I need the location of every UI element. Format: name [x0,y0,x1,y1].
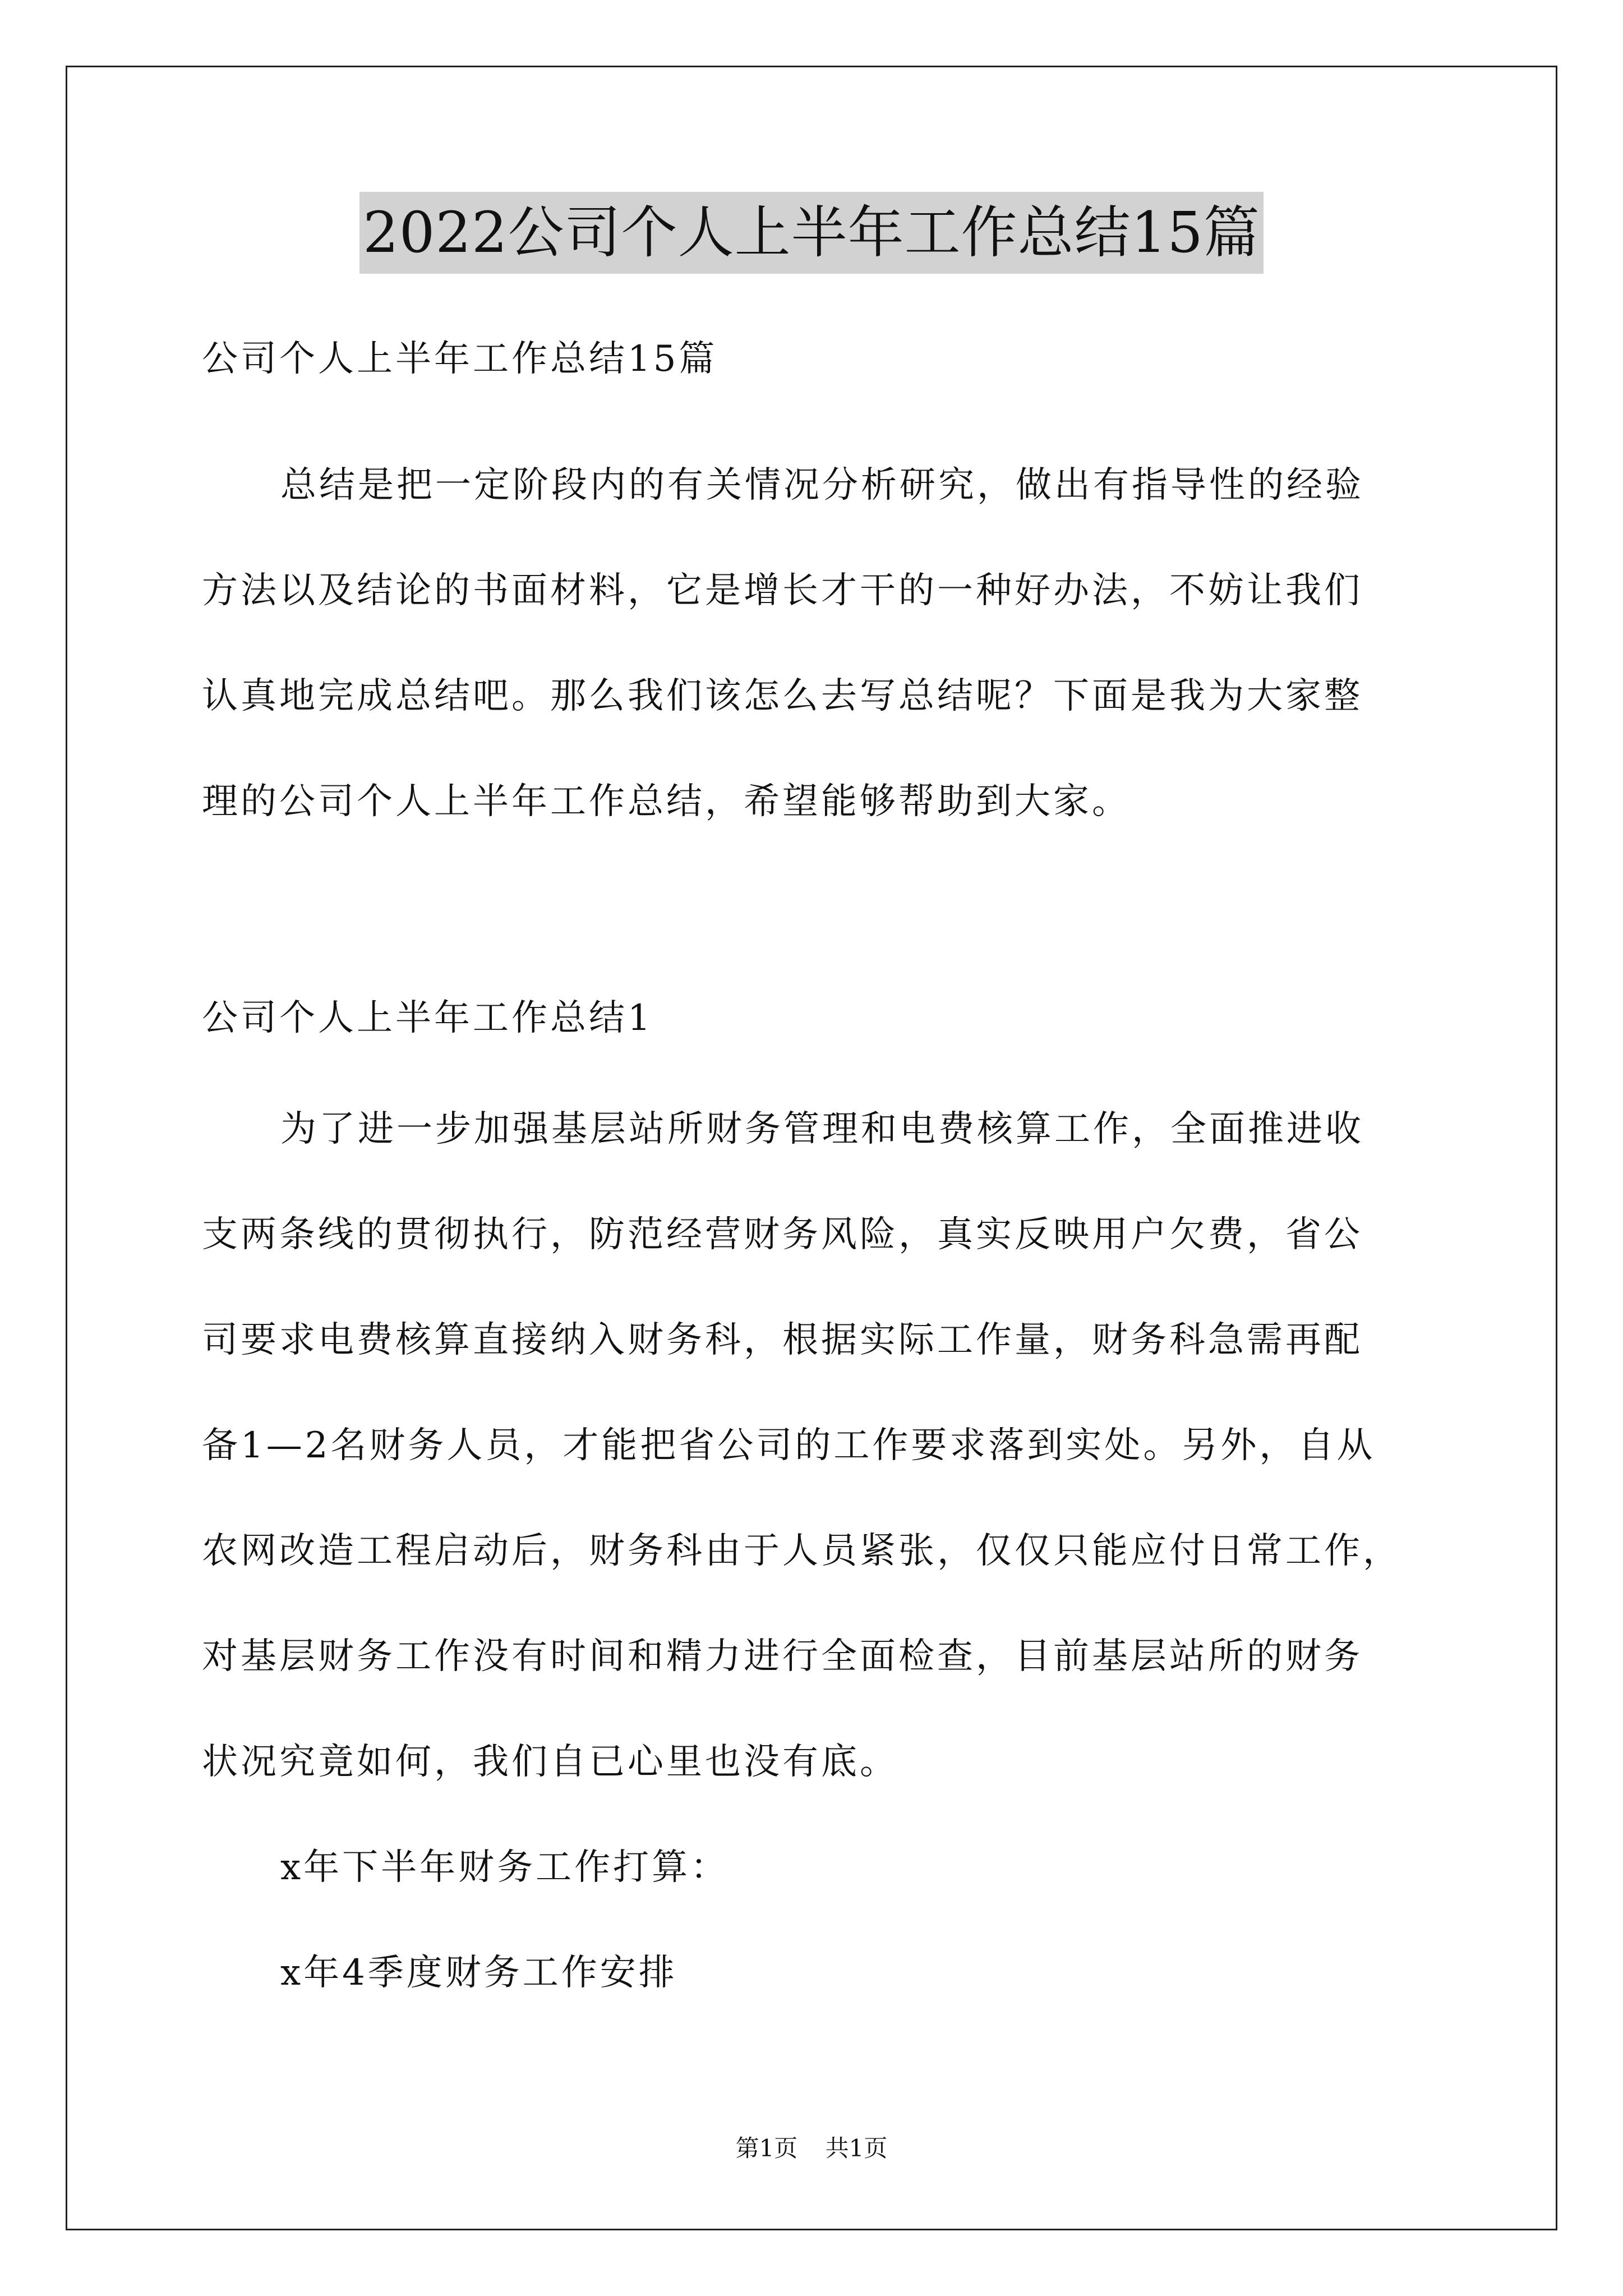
page-total: 共1页 [825,2134,888,2162]
paragraph-line: 方法以及结论的书面材料，它是增长才干的一种好办法，不妨让我们 [202,570,1363,611]
paragraph-line: 总结是把一定阶段内的有关情况分析研究，做出有指导性的经验 [280,464,1364,506]
plan-line: x年4季度财务工作安排 [280,1952,677,1994]
plan-line: x年下半年财务工作打算： [280,1847,730,1888]
title-container [0,192,1623,274]
paragraph-line: 理的公司个人上半年工作总结，希望能够帮助到大家。 [202,781,1131,822]
paragraph-line: 农网改造工程启动后，财务科由于人员紧张，仅仅只能应付日常工作， [202,1530,1401,1572]
paragraph-line: 支两条线的贯彻执行，防范经营财务风险，真实反映用户欠费，省公 [202,1214,1363,1255]
page-number: 第1页 [735,2134,798,2162]
document-title: 2022公司个人上半年工作总结15篇 [359,192,1264,274]
paragraph-line: 司要求电费核算直接纳入财务科，根据实际工作量，财务科急需再配 [202,1319,1363,1361]
page-footer [0,2132,1623,2165]
section-heading: 公司个人上半年工作总结1 [202,997,653,1039]
paragraph-line: 为了进一步加强基层站所财务管理和电费核算工作，全面推进收 [280,1108,1364,1150]
paragraph-line: 对基层财务工作没有时间和精力进行全面检查，目前基层站所的财务 [202,1636,1363,1677]
paragraph-line: 备1—2名财务人员，才能把省公司的工作要求落到实处。另外，自从 [202,1425,1376,1466]
subtitle-line: 公司个人上半年工作总结15篇 [202,338,718,380]
paragraph-line: 认真地完成总结吧。那么我们该怎么去写总结呢？下面是我为大家整 [202,675,1363,717]
paragraph-line: 状况究竟如何，我们自已心里也没有底。 [202,1741,898,1783]
